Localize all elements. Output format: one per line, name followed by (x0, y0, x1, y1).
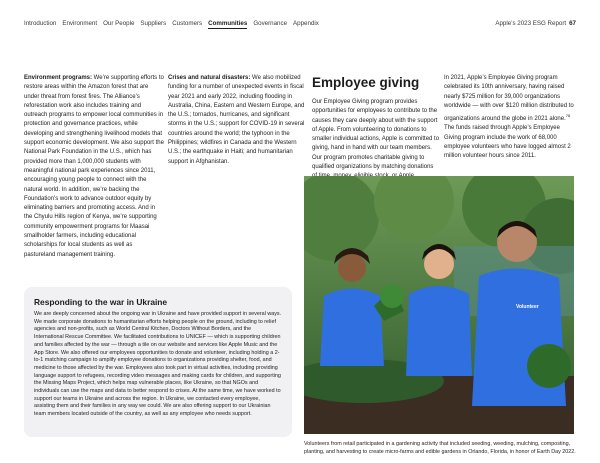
employee-giving-title: Employee giving (312, 75, 420, 90)
employee-giving-stats-text: In 2021, Apple’s Employee Giving program celebrated its 10th anniversary, having raised nearly $725 million for 39,000 organizations worldwide — with over $120 million distributed to organizations around the globe in 2021 alone. (444, 75, 574, 123)
crises-text: We also mobilized funding for a number of unexpected events in fiscal year 2021 and early 2022, including flooding in Australia, China, Eastern and Western Europe, and the U.S.; tornados, hurricanes, and significant storms in the U.S.; support for COVID-19 in several countries around the world; the typhoon in the Philippines; wildfires in Canada and the Western U.S.; the earthquake in Haiti; and humanitarian support in Afghanistan. (168, 75, 305, 165)
nav-item-communities[interactable]: Communities (208, 20, 248, 27)
ukraine-text: We are deeply concerned about the ongoing war in Ukraine and have provided support in several ways. We made corporate donations to humanitarian efforts helping people on the ground, including to relief agencies and non-profits, such as World Central Kitchen, Doctors Without Borders, and the International Rescue Committee. We facilitated contributions to UNICEF — which is supporting children and families affected by the war — through a tile on our website and services like Apple Music and the App Store. We also offered our employees opportunities to donate and volunteer, including holding a 2-to-1 matching campaign to amplify employee donations to organizations providing shelter, food, and medicine to those affected by the war. Employees also took part in virtual activities, including providing language support to refugees, recording video messages and making cards for children, and supporting the Missing Maps Project, which helps map vulnerable places, like Ukraine, so that NGOs and individuals can use the maps and data to better respond to crises. At the same time, we have worked to support our teams in Ukraine and across the region. In Ukraine, we contacted every employee, assisting them and their families in any way we could. We are also offering support to our Ukrainian team members located outside of the country, as well as any employee who needs support. (34, 311, 282, 418)
footnote-marker[interactable]: 78 (565, 113, 571, 119)
volunteer-shirt-label: Volunteer (516, 304, 539, 310)
crises-paragraph (168, 74, 308, 167)
nav-item-our-people[interactable]: Our People (103, 20, 135, 27)
nav-item-environment[interactable]: Environment (62, 20, 98, 27)
top-navigation (24, 20, 319, 29)
environment-programs-text: We’re supporting efforts to restore areas within the Amazon forest that are under threat from forest fires. The Alliance’s reforestation work also includes training and outreach programs to empower local communities in protection and governance practices, while developing and strengthening livelihood models that support economic development. We also support the National Park Foundation in the U.S., which has provided more than 1,000,000 students with meaningful national park experiences since 2011, encouraging young people to connect with the natural world. In addition, we’re backing the Foundation’s work to advance outdoor equity by eliminating barriers and promoting access. And in the Chyulu Hills region of Kenya, we’re supporting community empowerment programs for Maasai smallholder farmers, including educational scholarships for local students as well as pastureland management training. (24, 75, 164, 258)
volunteers-photo (304, 176, 574, 434)
nav-item-introduction[interactable]: Introduction (24, 20, 57, 27)
report-header (495, 20, 576, 27)
nav-item-customers[interactable]: Customers (172, 20, 203, 27)
employee-giving-text: Our Employee Giving program provides opportunities for employees to contribute to the causes they care deeply about with the support of Apple. From volunteering to donations to smaller individual actions, Apple is committed to giving, hand in hand with our team members. Our program promotes charitable giving to qualified organizations by matching donations (312, 99, 440, 171)
employee-giving-stats-paragraph (444, 74, 578, 162)
environment-programs-heading: Environment programs: (24, 75, 93, 81)
crises-heading: Crises and natural disasters: (168, 75, 251, 81)
nav-item-governance[interactable]: Governance (253, 20, 288, 27)
nav-item-suppliers[interactable]: Suppliers (140, 20, 167, 27)
photo-caption: Volunteers from retail participated in a gardening activity that included seeding, weeding, mulching, composting, planting, and harvesting to create micro-farms and edible gardens in Orlando, Florida, in honor of Earth Day 2022. (304, 441, 576, 455)
environment-programs-paragraph (24, 74, 164, 260)
ukraine-title: Responding to the war in Ukraine (34, 297, 168, 307)
page-number: 67 (569, 20, 576, 27)
nav-item-appendix[interactable]: Appendix (293, 20, 319, 27)
report-title: Apple’s 2023 ESG Report (495, 20, 567, 27)
employee-giving-volunteers-text: The funds raised through Apple’s Employee Giving program include the work of 68,000 employee volunteers who have logged almost 2 million volunteer hours since 2011. (444, 125, 571, 160)
ukraine-panel (24, 287, 292, 437)
